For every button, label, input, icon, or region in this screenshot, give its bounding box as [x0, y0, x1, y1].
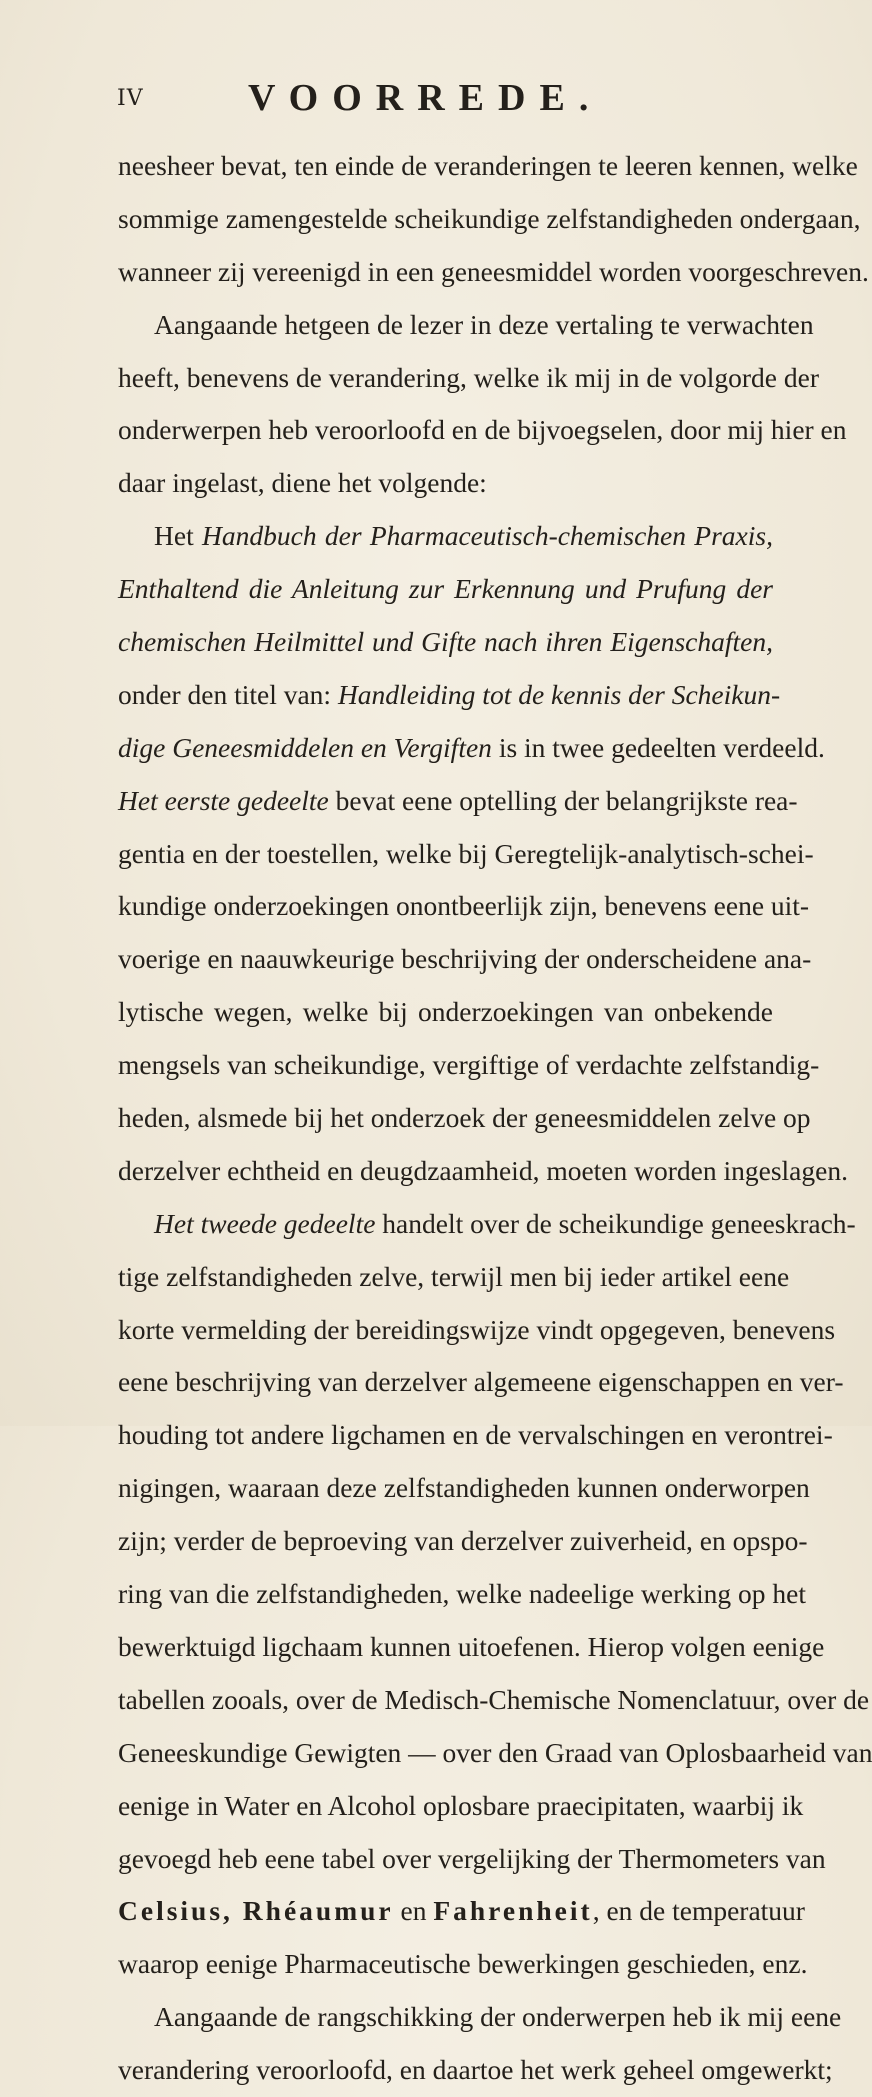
text-line — [118, 510, 773, 563]
text-line — [118, 1462, 810, 1515]
text-line — [118, 775, 798, 828]
text-line — [118, 1727, 872, 1780]
text-line — [118, 140, 858, 193]
text-line — [118, 669, 781, 722]
text-segment: chemischen Heilmittel und Gifte nach ihren Eigenschaften, — [118, 626, 773, 658]
text-segment: Het eerste gedeelte — [118, 784, 329, 816]
text-segment: heeft, benevens de verandering, welke ik mij in de volgorde der — [118, 361, 819, 393]
text-segment: eene beschrijving van derzelver algemeene eigenschappen en ver- — [118, 1366, 844, 1398]
text-line — [118, 1198, 856, 1251]
text-segment: nigingen, waaraan deze zelfstandigheden kunnen onderworpen — [118, 1472, 810, 1504]
text-segment: Het tweede gedeelte — [154, 1207, 376, 1239]
text-segment: houding tot andere ligchamen en de vervalschingen en verontrei- — [118, 1419, 833, 1451]
text-segment: , en de temperatuur — [592, 1895, 805, 1927]
text-line — [118, 246, 869, 299]
text-line — [118, 1938, 808, 1991]
text-line — [118, 722, 825, 775]
text-segment: Aangaande hetgeen de lezer in deze vertaling te verwachten — [154, 308, 814, 340]
text-segment: zijn; verder de beproeving van derzelver zuiverheid, en opspo- — [118, 1525, 808, 1557]
text-segment: tige zelfstandigheden zelve, terwijl men bij ieder artikel eene — [118, 1260, 790, 1292]
text-line — [118, 193, 861, 246]
text-segment: ring van die zelfstandigheden, welke nadeelige werking op het — [118, 1578, 807, 1610]
text-line — [118, 1409, 833, 1462]
text-segment: Fahrenheit — [433, 1895, 593, 1927]
running-head: VOORREDE. — [248, 77, 603, 119]
text-segment: wanneer zij vereenigd in een geneesmiddel worden voorgeschreven. — [118, 255, 869, 287]
text-segment: Geneeskundige Gewigten — over den Graad van Oplosbaarheid van — [118, 1736, 872, 1768]
text-line — [118, 1039, 820, 1092]
text-line — [118, 404, 847, 457]
text-segment: Celsius, Rhéaumur — [118, 1895, 394, 1927]
text-line — [118, 1515, 808, 1568]
text-segment: Handbuch der Pharmaceutisch-chemischen Praxis, — [202, 520, 773, 552]
text-segment: lytische wegen, welke bij onderzoekingen van onbekende — [118, 996, 773, 1028]
text-segment: kundige onderzoekingen onontbeerlijk zijn, benevens eene uit- — [118, 890, 810, 922]
text-line — [118, 1991, 842, 2044]
text-segment: verandering veroorloofd, en daartoe het werk geheel omgewerkt; — [118, 2054, 833, 2086]
text-segment: heden, alsmede bij het onderzoek der geneesmiddelen zelve op — [118, 1102, 811, 1134]
text-segment: Het — [154, 520, 203, 552]
text-segment: korte vermelding der bereidingswijze vindt opgegeven, benevens — [118, 1313, 836, 1345]
text-line — [118, 1621, 825, 1674]
text-segment: Enthaltend die Anleitung zur Erkennung und Prufung der — [118, 573, 773, 605]
text-segment: gevoegd heb eene tabel over vergelijking der Thermometers van — [118, 1842, 826, 1874]
text-segment: daar ingelast, diene het volgende: — [118, 467, 487, 499]
text-segment: derzelver echtheid en deugdzaamheid, moeten worden ingeslagen. — [118, 1154, 848, 1186]
text-line — [118, 1833, 826, 1886]
text-segment: dige Geneesmiddelen en Vergiften — [118, 731, 492, 763]
text-line — [118, 828, 814, 881]
text-segment: onderwerpen heb veroorloofd en de bijvoegselen, door mij hier en — [118, 414, 847, 446]
body-text — [118, 140, 872, 2097]
text-segment: bevat eene optelling der belangrijkste rea- — [328, 784, 798, 816]
text-line — [118, 457, 773, 510]
text-line — [118, 299, 814, 352]
text-line — [118, 616, 773, 669]
text-line — [118, 1251, 790, 1304]
text-line — [118, 1885, 805, 1938]
text-line — [118, 1780, 804, 1833]
page-number: IV — [117, 86, 144, 111]
text-segment: sommige zamengestelde scheikundige zelfstandigheden ondergaan, — [118, 202, 861, 234]
text-segment: en — [393, 1895, 434, 1927]
text-segment: tabellen zooals, over de Medisch-Chemische Nomenclatuur, over de — [118, 1683, 870, 1715]
text-segment: is in twee gedeelten verdeeld. — [491, 731, 825, 763]
text-segment: waarop eenige Pharmaceutische bewerkingen geschieden, enz. — [118, 1948, 808, 1980]
text-segment: bewerktuigd ligchaam kunnen uitoefenen. Hierop volgen eenige — [118, 1630, 825, 1662]
text-segment: Aangaande de rangschikking der onderwerpen heb ik mij eene — [154, 2001, 842, 2033]
text-line — [118, 880, 810, 933]
text-line — [118, 986, 773, 1039]
text-line — [118, 1356, 844, 1409]
text-line — [118, 352, 819, 405]
text-segment: Handleiding tot de kennis der Scheikun- — [337, 678, 781, 710]
text-segment: eenige in Water en Alcohol oplosbare praecipitaten, waarbij ik — [118, 1789, 804, 1821]
text-line — [118, 1145, 848, 1198]
text-segment: onder den titel van: — [118, 678, 338, 710]
text-segment: neesheer bevat, ten einde de veranderingen te leeren kennen, welke — [118, 150, 858, 181]
text-line — [118, 563, 773, 616]
text-line — [118, 2044, 833, 2097]
text-segment: mengsels van scheikundige, vergiftige of verdachte zelfstandig- — [118, 1049, 820, 1081]
text-segment: handelt over de scheikundige geneeskrach- — [375, 1207, 856, 1239]
text-line — [118, 1092, 811, 1145]
text-line — [118, 933, 812, 986]
text-segment: voerige en naauwkeurige beschrijving der onderscheidene ana- — [118, 943, 812, 975]
text-line — [118, 1568, 807, 1621]
text-segment: gentia en der toestellen, welke bij Geregtelijk-analytisch-schei- — [118, 837, 814, 869]
text-line — [118, 1304, 836, 1357]
text-line — [118, 1674, 870, 1727]
